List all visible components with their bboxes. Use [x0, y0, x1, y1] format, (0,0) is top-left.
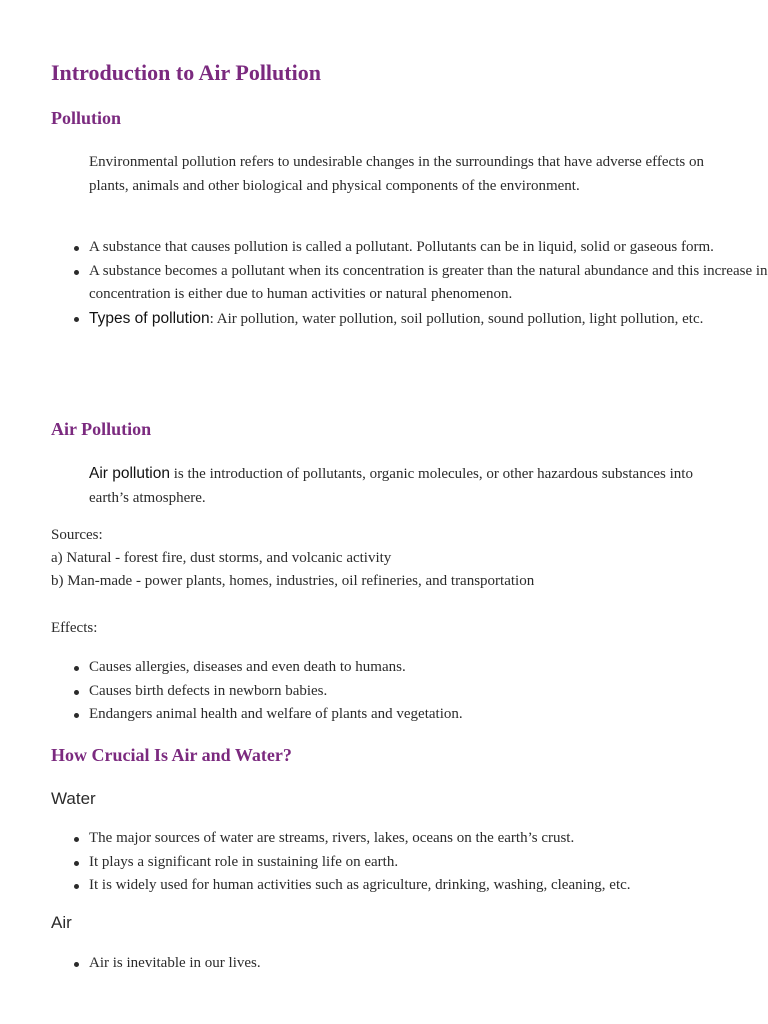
page-title: Introduction to Air Pollution [51, 60, 321, 85]
air-pollution-term: Air pollution [89, 465, 170, 482]
effects-bullet-list [51, 656, 768, 727]
section-heading-air-pollution: Air Pollution [51, 419, 152, 439]
subheading-water: Water [51, 789, 96, 808]
list-item: A substance that causes pollution is called a pollutant. Pollutants can be in liquid, solid or gaseous form. [89, 236, 768, 260]
list-item: Causes birth defects in newborn babies. [89, 680, 768, 704]
list-item: Endangers animal health and welfare of plants and vegetation. [89, 703, 768, 727]
types-of-pollution-text: : Air pollution, water pollution, soil pollution, sound pollution, light pollution, etc. [209, 310, 704, 327]
air-pollution-definition-text: is the introduction of pollutants, organic molecules, or other hazardous substances into earth’s atmosphere. [89, 466, 693, 506]
section-heading-how-crucial: How Crucial Is Air and Water? [51, 745, 292, 765]
air-pollution-definition [89, 462, 729, 510]
list-item: It plays a significant role in sustaining life on earth. [89, 851, 768, 875]
subheading-air: Air [51, 913, 72, 932]
source-man-made: b) Man-made - power plants, homes, industries, oil refineries, and transportation [51, 573, 535, 589]
list-item: A substance becomes a pollutant when its concentration is greater than the natural abundance and this increase in concentration is either due to human activities or natural phenomenon. [89, 260, 768, 307]
list-item: Causes allergies, diseases and even death to humans. [89, 656, 768, 680]
list-item [89, 307, 768, 332]
water-bullet-list [51, 827, 768, 898]
pollution-intro-paragraph: Environmental pollution refers to undesirable changes in the surroundings that have adverse effects on plants, animals and other biological and physical components of the environment. [89, 154, 704, 194]
sources-label: Sources: [51, 527, 103, 543]
section-heading-pollution: Pollution [51, 108, 122, 128]
effects-label: Effects: [51, 620, 98, 636]
list-item: The major sources of water are streams, rivers, lakes, oceans on the earth’s crust. [89, 827, 768, 851]
source-natural: a) Natural - forest fire, dust storms, and volcanic activity [51, 550, 392, 566]
pollution-bullet-list [51, 236, 768, 331]
list-item: It is widely used for human activities such as agriculture, drinking, washing, cleaning, etc. [89, 874, 768, 898]
air-bullet-list [51, 952, 768, 976]
list-item: Air is inevitable in our lives. [89, 952, 768, 976]
types-of-pollution-term: Types of pollution [89, 309, 210, 327]
